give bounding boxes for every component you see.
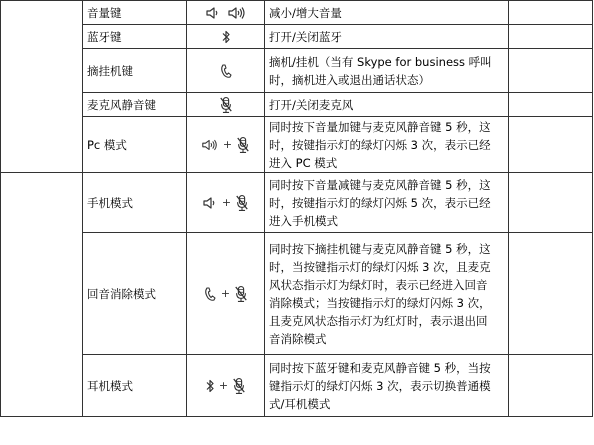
table-row: [1, 49, 593, 93]
table-row: [1, 355, 593, 417]
desc-line: 同时按下音量减键与麦克风静音键 5 秒，这: [269, 177, 491, 192]
key-name: 麦克风静音键: [83, 93, 187, 117]
desc-line: 音消除模式: [269, 331, 327, 346]
key-description: 打开/关闭蓝牙: [265, 25, 509, 49]
blank-cell: [509, 25, 593, 49]
key-description: [265, 355, 509, 417]
desc-line: 进入 PC 模式: [269, 155, 338, 170]
blank-cell: [509, 173, 593, 233]
key-description: [265, 173, 509, 233]
table-row: [1, 173, 593, 233]
volume-down-icon: [205, 5, 221, 21]
desc-line: 时，按键指示灯的绿灯闪烁 3 次，表示已经: [269, 137, 491, 152]
blank-cell: [1, 1, 83, 173]
microphone-mute-icon: [219, 96, 233, 114]
desc-line: 同时按下蓝牙键和麦克风静音键 5 秒，当按: [269, 360, 491, 375]
desc-line: 进入手机模式: [269, 213, 338, 228]
microphone-mute-icon: [235, 194, 249, 212]
blank-cell: [509, 117, 593, 173]
microphone-mute-icon: [234, 285, 248, 303]
table-row: [1, 25, 593, 49]
icon-cell: [187, 1, 265, 25]
blank-cell: [509, 233, 593, 355]
key-name: 耳机模式: [83, 355, 187, 417]
icon-cell: [187, 117, 265, 173]
volume-up-icon: [227, 5, 247, 21]
table-row: [1, 93, 593, 117]
key-name: 回音消除模式: [83, 233, 187, 355]
bluetooth-icon: [221, 29, 231, 45]
desc-line: 摘机/挂机（当有 Skype for business 呼叫: [269, 54, 492, 69]
icon-cell: [187, 355, 265, 417]
key-description: 打开/关闭麦克风: [265, 93, 509, 117]
key-name: 音量键: [83, 1, 187, 25]
desc-line: 键指示灯的绿灯闪烁 3 次，表示切换普通模: [269, 378, 491, 393]
blank-cell: [509, 93, 593, 117]
plus-sign: +: [218, 378, 229, 392]
table-row: [1, 117, 593, 173]
desc-line: 风状态指示灯为绿灯时，表示已经进入回音: [269, 277, 488, 292]
desc-line: 时，按键指示灯的绿灯闪烁 5 次，表示已经: [269, 195, 491, 210]
icon-cell: [187, 233, 265, 355]
blank-cell: [1, 173, 83, 417]
plus-sign: +: [220, 286, 231, 300]
phone-handset-icon: [203, 286, 217, 302]
phone-handset-icon: [219, 63, 233, 79]
blank-cell: [509, 49, 593, 93]
bluetooth-icon: [205, 378, 215, 394]
plus-sign: +: [221, 195, 232, 209]
icon-cell: [187, 93, 265, 117]
icon-cell: [187, 173, 265, 233]
key-description: [265, 233, 509, 355]
key-description: [265, 117, 509, 173]
microphone-mute-icon: [232, 377, 246, 395]
blank-cell: [509, 355, 593, 417]
key-name: 手机模式: [83, 173, 187, 233]
icon-cell: [187, 49, 265, 93]
volume-down-icon: [202, 195, 218, 211]
blank-cell: [509, 1, 593, 25]
desc-line: 式/耳机模式: [269, 396, 331, 411]
desc-line: 且麦克风状态指示灯为红灯时，表示退出回: [269, 313, 488, 328]
plus-sign: +: [222, 137, 233, 151]
key-name: Pc 模式: [83, 117, 187, 173]
desc-line: 同时按下摘挂机键与麦克风静音键 5 秒，这: [269, 241, 491, 256]
key-name: 摘挂机键: [83, 49, 187, 93]
key-name: 蓝牙键: [83, 25, 187, 49]
desc-line: 同时按下音量加键与麦克风静音键 5 秒，这: [269, 119, 491, 134]
table-row: [1, 1, 593, 25]
icon-cell: [187, 25, 265, 49]
table-row: [1, 233, 593, 355]
volume-up-icon: [201, 137, 219, 153]
desc-line: 时，摘机进入或退出通话状态）: [269, 72, 430, 87]
desc-line: 时，当按键指示灯的绿灯闪烁 3 次，且麦克: [269, 259, 491, 274]
key-description: 减小/增大音量: [265, 1, 509, 25]
microphone-mute-icon: [236, 136, 250, 154]
desc-line: 消除模式；当按键指示灯的绿灯闪烁 3 次，: [269, 295, 491, 310]
key-description: [265, 49, 509, 93]
